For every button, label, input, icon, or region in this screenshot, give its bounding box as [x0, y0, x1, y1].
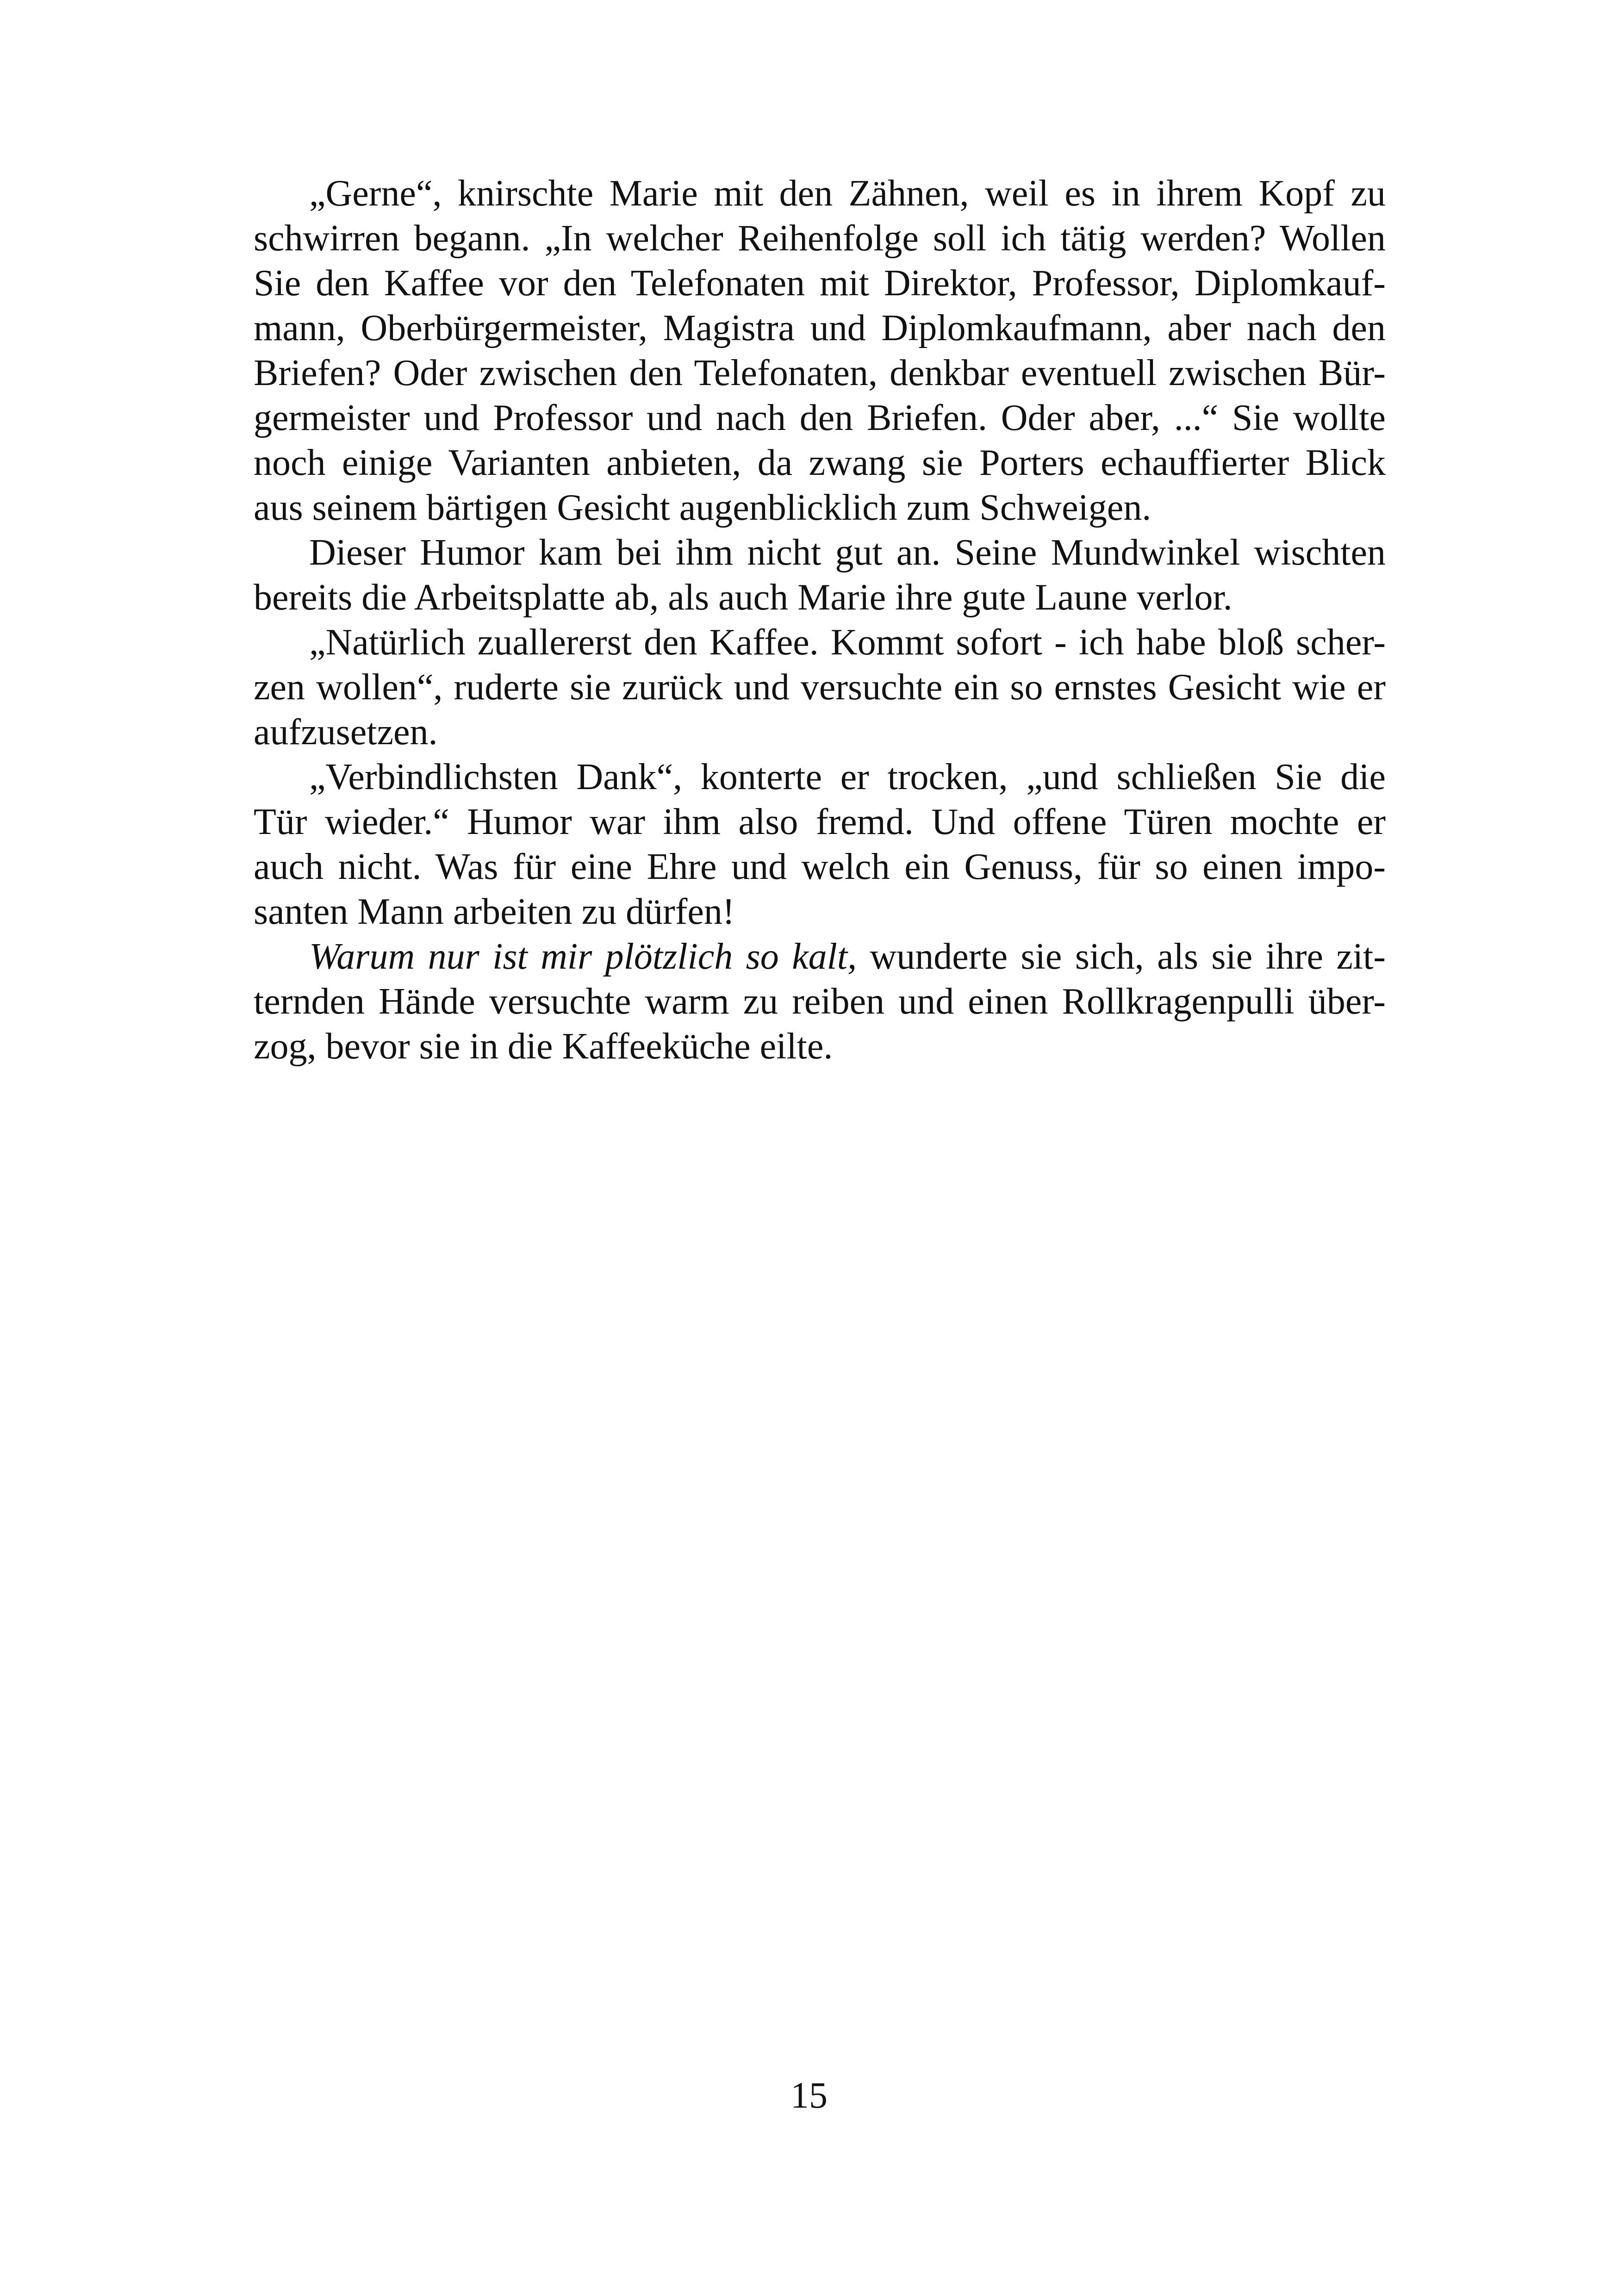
text-line: „Verbindlichsten Dank“, konterte er trocken, „und schließen Sie die — [309, 757, 1386, 797]
text-line: santen Mann arbeiten zu dürfen! — [254, 891, 735, 932]
text-line: Tür wieder.“ Humor war ihm also fremd. Und offene Türen mochte er — [254, 802, 1386, 842]
text-line: aufzusetzen. — [254, 712, 438, 753]
text-line: ternden Hände versuchte warm zu reiben und einen Rollkragenpulli über- — [254, 981, 1386, 1022]
paragraph — [254, 934, 1386, 1069]
text-line: „Gerne“, knirschte Marie mit den Zähnen, weil es in ihrem Kopf zu — [309, 173, 1386, 214]
paragraph — [254, 171, 1386, 530]
paragraph — [254, 620, 1386, 755]
text-line: mann, Oberbürgermeister, Magistra und Diplomkaufmann, aber nach den — [254, 308, 1386, 348]
italic-text: Warum nur ist mir plötzlich so kalt, — [309, 936, 857, 977]
text-line: zog, bevor sie in die Kaffeeküche eilte. — [254, 1026, 833, 1067]
text-line: noch einige Varianten anbieten, da zwang sie Porters echauffierter Blick — [254, 442, 1386, 483]
text-line: Sie den Kaffee vor den Telefonaten mit Direktor, Professor, Diplomkauf- — [254, 263, 1386, 304]
text-run: wunderte sie sich, als sie ihre zit- — [857, 936, 1386, 977]
text-line — [254, 934, 1386, 979]
body-text — [254, 171, 1386, 1069]
paragraph — [254, 530, 1386, 620]
text-line: schwirren begann. „In welcher Reihenfolge soll ich tätig werden? Wollen — [254, 218, 1386, 259]
text-line: auch nicht. Was für eine Ehre und welch ein Genuss, für so einen impo- — [254, 846, 1386, 887]
page-number: 15 — [790, 2075, 828, 2116]
text-line: zen wollen“, ruderte sie zurück und versuchte ein so ernstes Gesicht wie er — [254, 667, 1386, 708]
text-line: Dieser Humor kam bei ihm nicht gut an. Seine Mundwinkel wischten — [309, 532, 1386, 573]
text-line: „Natürlich zuallererst den Kaffee. Kommt sofort - ich habe bloß scher- — [309, 622, 1386, 663]
paragraph — [254, 755, 1386, 934]
text-line: aus seinem bärtigen Gesicht augenblicklich zum Schweigen. — [254, 487, 1151, 528]
text-line: Briefen? Oder zwischen den Telefonaten, denkbar eventuell zwischen Bür- — [254, 353, 1386, 393]
text-line: bereits die Arbeitsplatte ab, als auch Marie ihre gute Laune verlor. — [254, 577, 1232, 618]
text-line: germeister und Professor und nach den Briefen. Oder aber, ...“ Sie wollte — [254, 398, 1386, 438]
